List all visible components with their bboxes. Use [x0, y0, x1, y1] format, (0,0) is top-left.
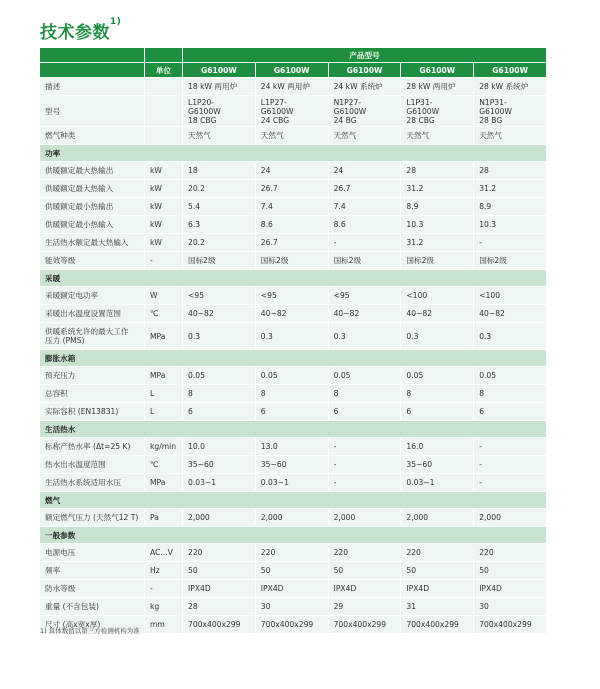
row-value: <95 — [182, 287, 255, 304]
section-header-row — [40, 350, 546, 367]
row-value: 0.05 — [255, 367, 328, 384]
row-unit: - — [144, 252, 182, 269]
row-value: 220 — [328, 544, 401, 561]
row-value: 31 — [400, 598, 473, 615]
row-value: 20.2 — [182, 180, 255, 197]
row-unit: AC...V — [144, 544, 182, 561]
row-value: 天然气 — [182, 127, 255, 144]
row-label: 防水等级 — [40, 580, 144, 597]
row-label: 采暖出水温度设置范围 — [40, 305, 144, 322]
row-value: 40~82 — [255, 305, 328, 322]
section-title: 一般参数 — [45, 530, 76, 540]
section-header-row — [40, 492, 546, 509]
row-value: 35~60 — [182, 456, 255, 473]
row-label: 额定燃气压力 (天然气12 T) — [40, 509, 144, 526]
row-value: 6 — [255, 403, 328, 420]
row-value: <95 — [328, 287, 401, 304]
row-value: 40~82 — [400, 305, 473, 322]
row-value: 0.05 — [400, 367, 473, 384]
row-value: 6.3 — [182, 216, 255, 233]
row-value: 28 — [182, 598, 255, 615]
section-title: 膨胀水箱 — [45, 353, 76, 363]
row-unit: MPa — [144, 474, 182, 491]
row-value: 6 — [328, 403, 401, 420]
row-value: - — [473, 474, 546, 491]
row-value: 35~60 — [255, 456, 328, 473]
row-value: 8.6 — [328, 216, 401, 233]
row-value: L1P20- G6100W 18 CBG — [182, 96, 255, 126]
row-value: 7.4 — [255, 198, 328, 215]
row-value: <100 — [473, 287, 546, 304]
row-value: - — [328, 438, 401, 455]
section-title: 燃气 — [45, 495, 61, 505]
table-row — [40, 305, 546, 323]
row-value: 7.4 — [328, 198, 401, 215]
table-row — [40, 323, 546, 350]
row-value: 700x400x299 — [255, 616, 328, 633]
row-label: 总容积 — [40, 385, 144, 402]
row-value: 0.3 — [255, 323, 328, 349]
row-label: 频率 — [40, 562, 144, 579]
row-unit: W — [144, 287, 182, 304]
row-value: 50 — [182, 562, 255, 579]
row-value: 18 — [182, 162, 255, 179]
row-value: 8.6 — [255, 216, 328, 233]
row-value: IPX4D — [182, 580, 255, 597]
row-value: 16.0 — [400, 438, 473, 455]
row-unit: kW — [144, 216, 182, 233]
row-value: 31.2 — [473, 180, 546, 197]
row-unit: kW — [144, 234, 182, 251]
table-row — [40, 180, 546, 198]
row-label: 描述 — [40, 78, 144, 95]
table-row — [40, 509, 546, 527]
table-row — [40, 287, 546, 305]
row-value: 8.9 — [473, 198, 546, 215]
table-row — [40, 216, 546, 234]
row-value: 220 — [255, 544, 328, 561]
row-value: - — [328, 234, 401, 251]
row-value: 28 kW 两用炉 — [400, 78, 473, 95]
header-blank-cell — [40, 48, 144, 62]
row-label: 实际容积 (EN13831) — [40, 403, 144, 420]
row-value: 8 — [400, 385, 473, 402]
row-unit: MPa — [144, 323, 182, 349]
row-value: 13.0 — [255, 438, 328, 455]
row-value: 6 — [473, 403, 546, 420]
row-value: 18 kW 两用炉 — [182, 78, 255, 95]
row-value: 2,000 — [473, 509, 546, 526]
row-label: 供暖额定最小热输入 — [40, 216, 144, 233]
header-model-0: G6100W — [182, 63, 255, 77]
row-value: N1P27- G6100W 24 BG — [328, 96, 401, 126]
row-unit: mm — [144, 616, 182, 633]
row-unit: MPa — [144, 367, 182, 384]
row-label: 重量 (不含包装) — [40, 598, 144, 615]
row-value: - — [328, 456, 401, 473]
row-label: 尺寸 (高x宽x厚) — [40, 616, 144, 633]
row-value: 8 — [255, 385, 328, 402]
row-value: 10.3 — [473, 216, 546, 233]
section-header-row — [40, 270, 546, 287]
table-row — [40, 474, 546, 492]
row-label: 型号 — [40, 96, 144, 126]
row-value: 2,000 — [400, 509, 473, 526]
row-label: 标称产热水率 (Δt=25 K) — [40, 438, 144, 455]
row-value: <95 — [255, 287, 328, 304]
table-row — [40, 367, 546, 385]
row-unit: kW — [144, 198, 182, 215]
row-unit: kg — [144, 598, 182, 615]
row-label: 燃气种类 — [40, 127, 144, 144]
table-row — [40, 562, 546, 580]
row-value: 26.7 — [255, 180, 328, 197]
row-value: 700x400x299 — [400, 616, 473, 633]
row-value: 28 — [473, 162, 546, 179]
row-value: 2,000 — [182, 509, 255, 526]
row-label: 能效等级 — [40, 252, 144, 269]
row-value: 29 — [328, 598, 401, 615]
table-row — [40, 234, 546, 252]
row-value: 24 — [255, 162, 328, 179]
row-label: 供暖额定最小热输出 — [40, 198, 144, 215]
row-value: 31.2 — [400, 234, 473, 251]
row-value: 国标2级 — [182, 252, 255, 269]
table-row — [40, 438, 546, 456]
row-value: 天然气 — [473, 127, 546, 144]
row-value: 28 kW 系统炉 — [473, 78, 546, 95]
table-row — [40, 198, 546, 216]
table-row — [40, 580, 546, 598]
table-header-row — [40, 63, 546, 78]
row-unit: ℃ — [144, 456, 182, 473]
row-value: 220 — [473, 544, 546, 561]
header-blank-cell — [144, 48, 182, 62]
row-value: 国标2级 — [473, 252, 546, 269]
row-value: IPX4D — [255, 580, 328, 597]
row-label: 电源电压 — [40, 544, 144, 561]
row-label: 生活热水系统适用水压 — [40, 474, 144, 491]
row-value: 20.2 — [182, 234, 255, 251]
row-unit: kW — [144, 180, 182, 197]
row-value: 10.0 — [182, 438, 255, 455]
row-value: 8 — [328, 385, 401, 402]
row-value: 700x400x299 — [182, 616, 255, 633]
table-header-group-row — [40, 48, 546, 63]
row-value: 天然气 — [328, 127, 401, 144]
header-model-3: G6100W — [400, 63, 473, 77]
table-row — [40, 403, 546, 421]
header-group-label: 产品型号 — [182, 48, 546, 62]
section-header-row — [40, 527, 546, 544]
row-value: 0.3 — [328, 323, 401, 349]
row-unit: - — [144, 580, 182, 597]
row-value: 0.05 — [328, 367, 401, 384]
row-value: 5.4 — [182, 198, 255, 215]
row-value: 国标2级 — [400, 252, 473, 269]
page-title — [40, 18, 121, 43]
row-value: 50 — [400, 562, 473, 579]
row-value: 国标2级 — [255, 252, 328, 269]
header-model-2: G6100W — [328, 63, 401, 77]
row-value: 50 — [328, 562, 401, 579]
section-header-row — [40, 145, 546, 162]
row-value: 220 — [182, 544, 255, 561]
row-value: L1P31- G6100W 28 CBG — [400, 96, 473, 126]
desc-row — [40, 96, 546, 127]
row-value: - — [328, 474, 401, 491]
row-value: 700x400x299 — [328, 616, 401, 633]
row-value: IPX4D — [473, 580, 546, 597]
row-value: 700x400x299 — [473, 616, 546, 633]
row-value: 24 kW 两用炉 — [255, 78, 328, 95]
row-value: IPX4D — [400, 580, 473, 597]
page-title-text: 技术参数 — [40, 23, 110, 43]
row-value: 6 — [400, 403, 473, 420]
section-title: 采暖 — [45, 273, 61, 283]
row-value: 24 kW 系统炉 — [328, 78, 401, 95]
row-label: 采暖额定电功率 — [40, 287, 144, 304]
row-value: 8.9 — [400, 198, 473, 215]
row-label: 生活热水额定最大热输入 — [40, 234, 144, 251]
section-title: 功率 — [45, 148, 61, 158]
row-unit: ℃ — [144, 305, 182, 322]
row-value: 0.03~1 — [400, 474, 473, 491]
row-value: <100 — [400, 287, 473, 304]
row-value: 220 — [400, 544, 473, 561]
row-value: 40~82 — [328, 305, 401, 322]
section-title: 生活热水 — [45, 424, 76, 434]
section-header-row — [40, 421, 546, 438]
row-value: - — [473, 456, 546, 473]
row-value: 50 — [255, 562, 328, 579]
row-label: 供暖额定最大热输入 — [40, 180, 144, 197]
table-row — [40, 544, 546, 562]
row-value: 50 — [473, 562, 546, 579]
row-unit — [144, 78, 182, 95]
row-unit: kW — [144, 162, 182, 179]
row-unit — [144, 96, 182, 126]
row-value: 0.03~1 — [182, 474, 255, 491]
row-value: 28 — [400, 162, 473, 179]
table-row — [40, 456, 546, 474]
row-value: 26.7 — [328, 180, 401, 197]
row-value: 8 — [182, 385, 255, 402]
row-value: 0.3 — [400, 323, 473, 349]
row-value: 0.05 — [182, 367, 255, 384]
row-value: 6 — [182, 403, 255, 420]
row-value: 2,000 — [328, 509, 401, 526]
row-value: 天然气 — [400, 127, 473, 144]
row-value: 26.7 — [255, 234, 328, 251]
header-blank-cell — [40, 63, 144, 77]
row-value: - — [473, 438, 546, 455]
row-value: 10.3 — [400, 216, 473, 233]
row-unit: Pa — [144, 509, 182, 526]
row-unit: kg/min — [144, 438, 182, 455]
row-label: 热水出水温度范围 — [40, 456, 144, 473]
row-value: 天然气 — [255, 127, 328, 144]
title-footnote-marker: 1) — [110, 17, 122, 27]
row-unit: Hz — [144, 562, 182, 579]
row-value: 24 — [328, 162, 401, 179]
row-label: 供暖系统允许的最大工作 压力 (PMS) — [40, 323, 144, 349]
desc-row — [40, 127, 546, 145]
row-label: 预充压力 — [40, 367, 144, 384]
row-value: 40~82 — [473, 305, 546, 322]
row-value: 31.2 — [400, 180, 473, 197]
row-value: - — [473, 234, 546, 251]
header-model-1: G6100W — [255, 63, 328, 77]
table-row — [40, 598, 546, 616]
table-row — [40, 385, 546, 403]
row-value: 国标2级 — [328, 252, 401, 269]
row-label: 供暖额定最大热输出 — [40, 162, 144, 179]
row-value: 0.3 — [182, 323, 255, 349]
spec-table — [40, 48, 546, 634]
row-value: L1P27- G6100W 24 CBG — [255, 96, 328, 126]
row-unit: L — [144, 403, 182, 420]
row-value: IPX4D — [328, 580, 401, 597]
row-unit — [144, 127, 182, 144]
row-value: 30 — [255, 598, 328, 615]
row-value: N1P31- G6100W 28 BG — [473, 96, 546, 126]
row-value: 30 — [473, 598, 546, 615]
row-value: 2,000 — [255, 509, 328, 526]
footnote: 1) 具体数值以第三方检测机构为准 — [40, 627, 140, 635]
row-value: 0.05 — [473, 367, 546, 384]
desc-row — [40, 78, 546, 96]
header-model-4: G6100W — [473, 63, 546, 77]
header-unit-label: 单位 — [144, 63, 182, 77]
row-unit: L — [144, 385, 182, 402]
table-row — [40, 252, 546, 270]
row-value: 40~82 — [182, 305, 255, 322]
row-value: 0.3 — [473, 323, 546, 349]
row-value: 8 — [473, 385, 546, 402]
row-value: 0.03~1 — [255, 474, 328, 491]
row-value: 35~60 — [400, 456, 473, 473]
table-row — [40, 162, 546, 180]
